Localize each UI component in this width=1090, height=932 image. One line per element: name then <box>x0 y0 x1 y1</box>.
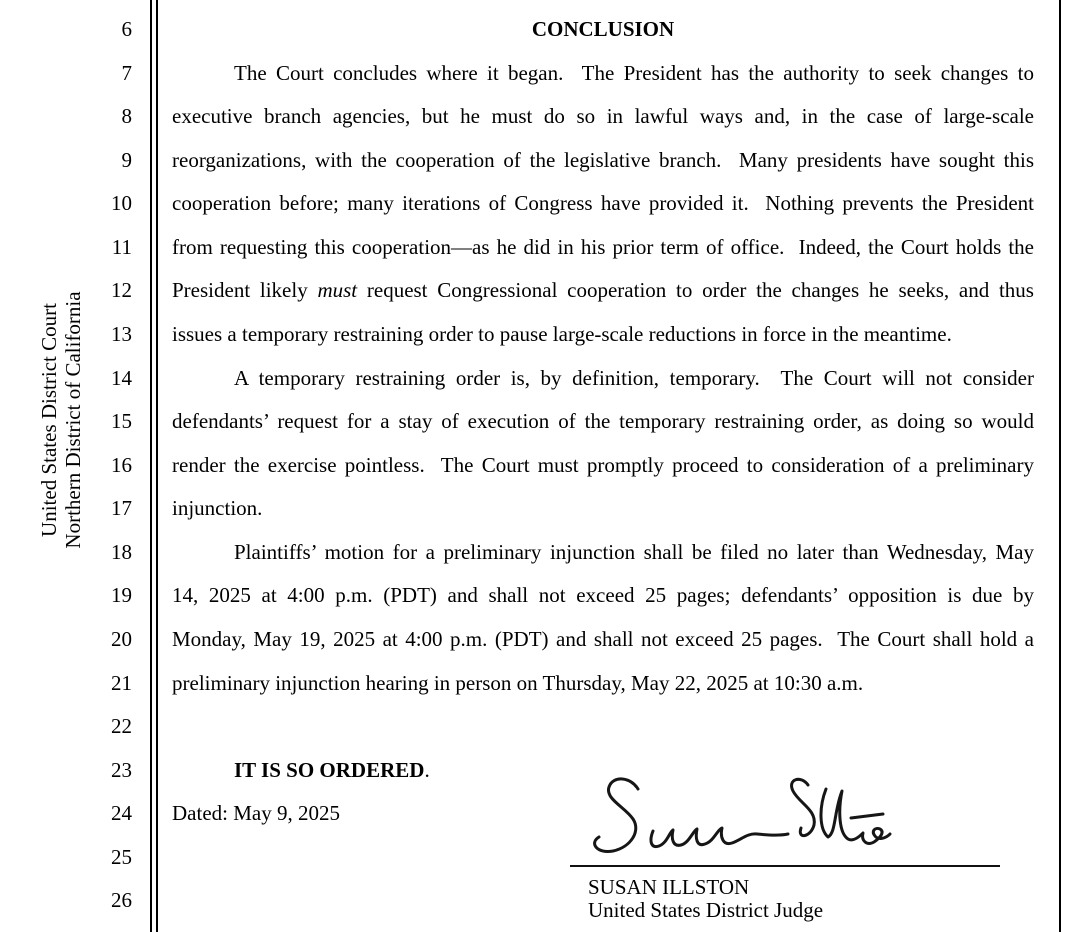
line-number-14: 14 <box>111 365 132 390</box>
document-line-24: Dated: May 9, 2025 <box>172 801 340 826</box>
line-number-23: 23 <box>111 757 132 782</box>
document-line-9: reorganizations, with the cooperation of the legislative branch. Many presidents have sought this <box>172 147 1034 172</box>
line-number-8: 8 <box>121 104 132 129</box>
document-line-11: from requesting this cooperation—as he did in his prior term of office. Indeed, the Court holds the <box>172 234 1034 259</box>
line-number-22: 22 <box>111 714 132 739</box>
left-double-rule-inner <box>156 0 158 932</box>
document-line-7: The Court concludes where it began. The President has the authority to seek changes to <box>234 60 1034 85</box>
document-line-14: A temporary restraining order is, by definition, temporary. The Court will not consider <box>234 365 1034 390</box>
document-line-8: executive branch agencies, but he must do so in lawful ways and, in the case of large-scale <box>172 104 1034 129</box>
document-line-23: IT IS SO ORDERED. <box>234 757 430 782</box>
signature-line <box>570 865 1000 867</box>
line-number-24: 24 <box>111 801 132 826</box>
document-line-15: defendants’ request for a stay of execution of the temporary restraining order, as doing so would <box>172 409 1034 434</box>
document-line-13: issues a temporary restraining order to pause large-scale reductions in force in the meantime. <box>172 321 952 346</box>
right-margin-rule <box>1059 0 1061 932</box>
line-number-20: 20 <box>111 626 132 651</box>
line-number-21: 21 <box>111 670 132 695</box>
document-line-16: render the exercise pointless. The Court must promptly proceed to consideration of a preliminary <box>172 452 1034 477</box>
judge-printed-name: SUSAN ILLSTON <box>588 875 750 899</box>
document-line-18: Plaintiffs’ motion for a preliminary injunction shall be filed no later than Wednesday, May <box>234 539 1034 564</box>
document-line-20: Monday, May 19, 2025 at 4:00 p.m. (PDT) and shall not exceed 25 pages. The Court shall hold a <box>172 626 1034 651</box>
line-number-11: 11 <box>111 234 132 259</box>
document-line-12: President likely must request Congressional cooperation to order the changes he seeks, and thus <box>172 278 1034 303</box>
line-number-12: 12 <box>111 278 132 303</box>
line-number-10: 10 <box>111 191 132 216</box>
line-number-19: 19 <box>111 583 132 608</box>
document-line-19: 14, 2025 at 4:00 p.m. (PDT) and shall not exceed 25 pages; defendants’ opposition is due by <box>172 583 1034 608</box>
line-number-13: 13 <box>111 321 132 346</box>
judge-signature-image <box>583 773 895 865</box>
left-double-rule-outer <box>150 0 152 932</box>
document-line-17: injunction. <box>172 496 263 521</box>
document-line-6: CONCLUSION <box>531 17 675 41</box>
document-line-21: preliminary injunction hearing in person on Thursday, May 22, 2025 at 10:30 a.m. <box>172 670 864 695</box>
line-number-7: 7 <box>121 60 132 85</box>
line-number-26: 26 <box>111 888 132 913</box>
sidebar-court-name: United States District Court <box>37 303 61 537</box>
line-number-6: 6 <box>121 17 132 41</box>
line-number-9: 9 <box>121 147 132 172</box>
line-number-17: 17 <box>111 496 132 521</box>
line-number-25: 25 <box>111 844 132 869</box>
line-number-16: 16 <box>111 452 132 477</box>
line-number-18: 18 <box>111 539 132 564</box>
line-number-15: 15 <box>111 409 132 434</box>
sidebar-district-name: Northern District of California <box>61 291 85 549</box>
judge-title: United States District Judge <box>588 898 824 922</box>
document-line-10: cooperation before; many iterations of Congress have provided it. Nothing prevents the President <box>172 191 1034 216</box>
